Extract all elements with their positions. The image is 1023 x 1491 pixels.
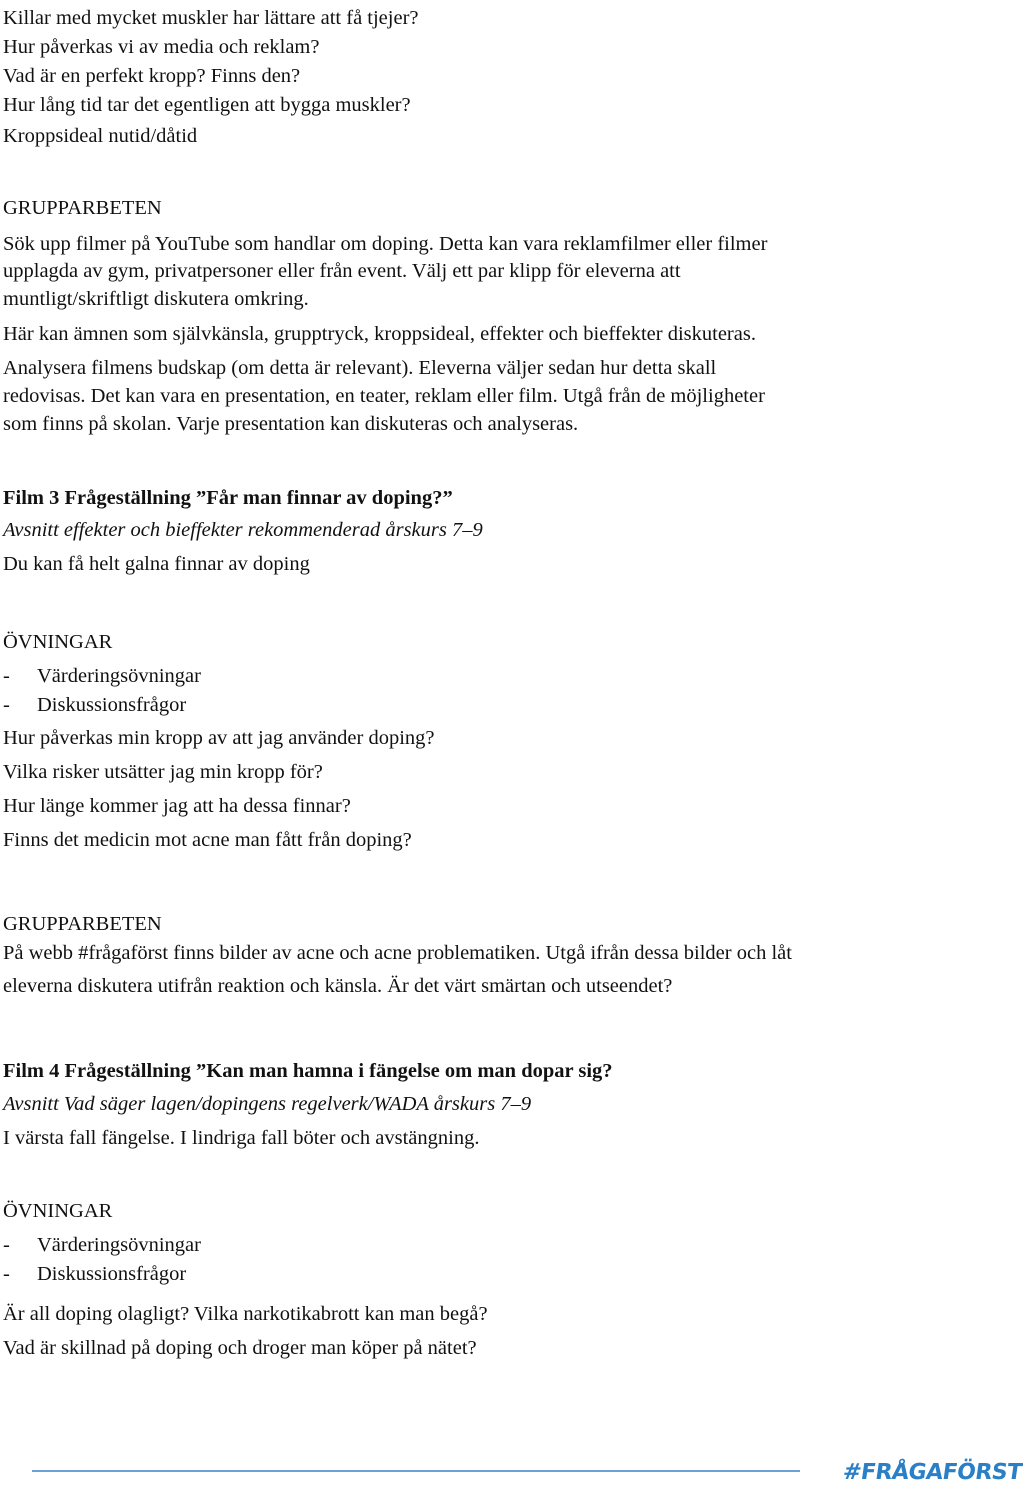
film3-answer: Du kan få helt galna finnar av doping	[3, 553, 310, 575]
section-heading-grupparbeten: GRUPPARBETEN	[3, 197, 162, 219]
question-line: Hur lång tid tar det egentligen att bygga muskler?	[3, 94, 411, 116]
exercise-item: - Värderingsövningar	[3, 665, 201, 687]
paragraph-line: muntligt/skriftligt diskutera omkring.	[3, 288, 309, 310]
film3-question: Hur påverkas min kropp av att jag använder doping?	[3, 727, 435, 749]
paragraph-line: Här kan ämnen som självkänsla, grupptryck, kroppsideal, effekter och bieffekter diskuteras.	[3, 323, 756, 345]
film3-exercises-heading: ÖVNINGAR	[3, 631, 113, 653]
exercise-label: Diskussionsfrågor	[37, 694, 187, 716]
exercise-label: Värderingsövningar	[37, 1234, 201, 1256]
film3-question: Vilka risker utsätter jag min kropp för?	[3, 761, 323, 783]
exercise-label: Diskussionsfrågor	[37, 1263, 187, 1285]
film4-subtitle: Avsnitt Vad säger lagen/dopingens regelverk/WADA årskurs 7–9	[3, 1093, 532, 1115]
film4-answer: I värsta fall fängelse. I lindriga fall böter och avstängning.	[3, 1127, 480, 1149]
question-line: Kroppsideal nutid/dåtid	[3, 125, 198, 147]
question-line: Killar med mycket muskler har lättare att få tjejer?	[3, 7, 419, 29]
film3-group-line: eleverna diskutera utifrån reaktion och känsla. Är det värt smärtan och utseendet?	[3, 975, 673, 997]
film4-question: Vad är skillnad på doping och droger man köper på nätet?	[3, 1337, 477, 1359]
question-line: Hur påverkas vi av media och reklam?	[3, 36, 320, 58]
question-line: Vad är en perfekt kropp? Finns den?	[3, 65, 301, 87]
exercise-item: - Diskussionsfrågor	[3, 1263, 187, 1285]
film4-title: Film 4 Frågeställning ”Kan man hamna i fängelse om man dopar sig?	[3, 1060, 613, 1082]
film3-question: Finns det medicin mot acne man fått från doping?	[3, 829, 412, 851]
film4-exercises-heading: ÖVNINGAR	[3, 1200, 113, 1222]
brand-logo: #FRÅGAFÖRST	[841, 1460, 1023, 1485]
film3-group-heading: GRUPPARBETEN	[3, 913, 162, 935]
exercise-item: - Värderingsövningar	[3, 1234, 201, 1256]
film3-subtitle: Avsnitt effekter och bieffekter rekommenderad årskurs 7–9	[3, 519, 483, 541]
film3-group-line: På webb #frågaförst finns bilder av acne och acne problematiken. Utgå ifrån dessa bilder och låt	[3, 942, 792, 964]
film3-title: Film 3 Frågeställning ”Får man finnar av doping?”	[3, 487, 453, 509]
paragraph-line: Analysera filmens budskap (om detta är relevant). Eleverna väljer sedan hur detta skall	[3, 357, 717, 379]
footer-divider	[32, 1470, 800, 1472]
paragraph-line: som finns på skolan. Varje presentation kan diskuteras och analyseras.	[3, 413, 579, 435]
exercise-item: - Diskussionsfrågor	[3, 694, 187, 716]
paragraph-line: Sök upp filmer på YouTube som handlar om doping. Detta kan vara reklamfilmer eller filmer	[3, 233, 768, 255]
film3-question: Hur länge kommer jag att ha dessa finnar?	[3, 795, 351, 817]
paragraph-line: upplagda av gym, privatpersoner eller från event. Välj ett par klipp för eleverna att	[3, 260, 681, 282]
film4-question: Är all doping olagligt? Vilka narkotikabrott kan man begå?	[3, 1303, 488, 1325]
exercise-label: Värderingsövningar	[37, 665, 201, 687]
paragraph-line: redovisas. Det kan vara en presentation, en teater, reklam eller film. Utgå från de möjligheter	[3, 385, 765, 407]
